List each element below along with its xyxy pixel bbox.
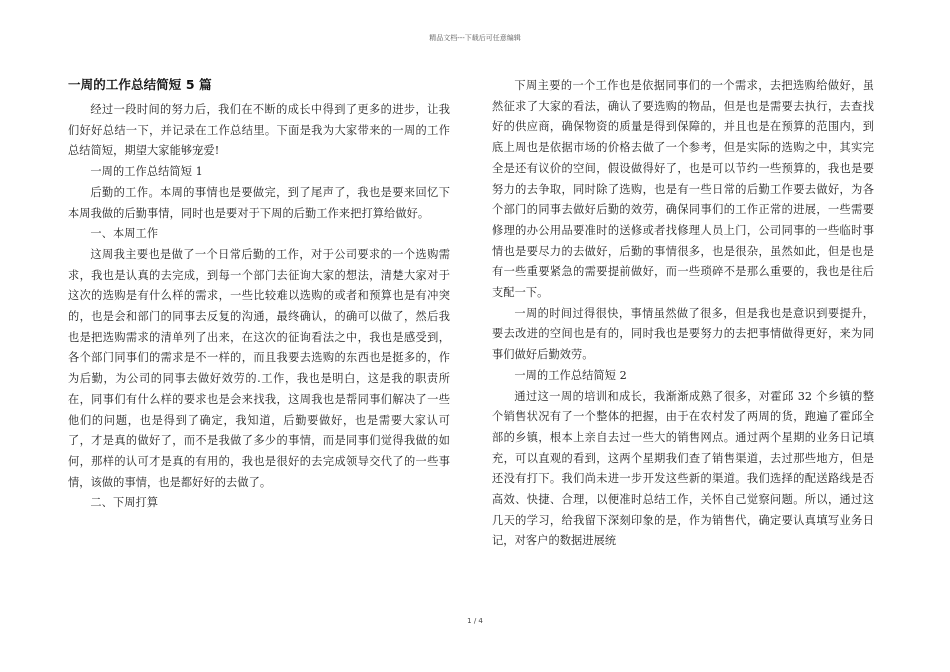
document-title: 一周的工作总结简短 5 篇	[68, 77, 212, 92]
intro-paragraph: 经过一段时间的努力后，我们在不断的成长中得到了更多的进步，让我们好好总结一下，并记录在工作总结里。下面是我为大家带来的一周的工作总结简短，期望大家能够宠爱!	[68, 103, 450, 158]
body-paragraph: 一周的时间过得很快，事情虽然做了很多，但是我也是意识到要提升，要去改进的空间也是有的，同时我也是要努力的去把事情做得更好，来为同事们做好后勤效劳。	[492, 306, 874, 362]
body-paragraph: 下周主要的一个工作也是依据同事们的一个需求，去把选购给做好，虽然征求了大家的看法，确认了要选购的物品，但是也是需要去执行，去查找好的供应商，确保物资的质量是得到保障的，并且也是在预算的范围内，到底上周也是依据市场的价格去做了一个参考，但是实际的选购之中，其实完全是还有议价的空间，假设做得好了，也是可以节约一些预算的，我也是要努力的去争取，同时除了选购，也是有一些日常的后勤工作要去做好，为各个部门的同事去做好后勤的效劳，确保同事们的工作正常的进展，一些需要修理的办公用品要准时的送修或者找修理人员上门，公司同事的一些临时事情也是要尽力的去做好，后勤的事情很多，也是很杂，虽然如此，但是也是有一些重要紧急的需要提前做好，而一些琐碎不是那么重要的，我也是往后支配一下。	[492, 79, 874, 300]
left-column	[68, 76, 450, 514]
body-paragraph: 后勤的工作。本周的事情也是要做完，到了尾声了，我也是要来回忆下本周我做的后勤事情，同时也是要对于下周的后勤工作来把打算给做好。	[68, 185, 450, 220]
section-heading-2: 一周的工作总结简短 2	[514, 368, 627, 382]
body-paragraph: 通过这一周的培训和成长，我渐渐成熟了很多，对霍邱 32 个乡镇的整个销售状况有了一个整体的把握，由于在农村发了两周的货，跑遍了霍邱全部的乡镇，根本上亲自去过一些大的销售网点。通过两个星期的业务日记填充，可以直观的看到，这两个星期我们查了销售渠道，去过那些地方，但是还没有打下。我们尚未进一步开发这些新的渠道。我们选择的配送路线是否高效、快捷、合理，以便准时总结工作，关怀自己觉察问题。所以，通过这几天的学习，给我留下深刻印象的是，作为销售代，确定要认真填写业务日记，对客户的数据进展统	[492, 389, 874, 548]
body-paragraph: 这周我主要也是做了一个日常后勤的工作，对于公司要求的一个选购需求，我也是认真的去完成，到每一个部门去征询大家的想法，清楚大家对于这次的选购是有什么样的需求，一些比较难以选购的或者和预算也是有冲突的，也是会和部门的同事去反复的沟通，最终确认，的确可以做了，然后我也是把选购需求的清单列了出来，在这次的征询看法之中，我也是感受到，各个部门同事们的需求是不一样的，而且我要去选购的东西也是挺多的，作为后勤，为公司的同事去做好效劳的.工作，我也是明白，这是我的职责所在，同事们有什么样的要求也是会来找我，这周我也是帮同事们解决了一些他们的问题，也是得到了确定，我知道，后勤要做好，也是需要大家认可了，才是真的做好了，而不是我做了多少的事情，而是同事们觉得我做的如何，那样的认可才是真的有用的，我也是很好的去完成领导交代了的一些事情，该做的事情，也是都好好的去做了。	[68, 247, 450, 489]
page-number: 1 / 4	[467, 617, 483, 625]
section-heading-1: 一周的工作总结简短 1	[90, 165, 203, 179]
subheading-next-week: 二、下周打算	[90, 496, 159, 510]
right-column	[492, 76, 874, 552]
subheading-this-week: 一、本周工作	[90, 227, 159, 241]
page-header: 精品文档---下载后可任意编辑	[429, 34, 521, 42]
